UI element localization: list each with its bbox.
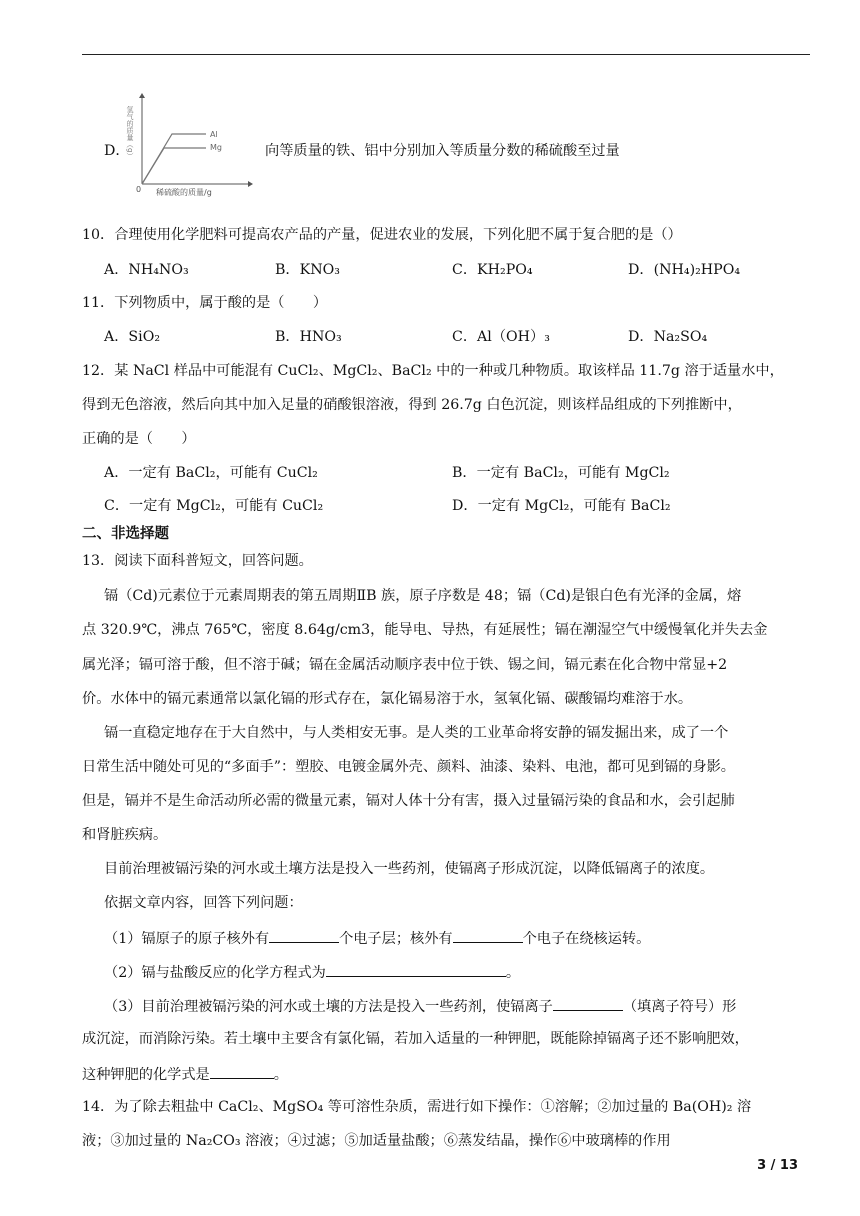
graph-legend-mg: Mg (210, 143, 222, 152)
q13-p1-line-2: 点 320.9℃，沸点 765℃，密度 8.64g/cm3，能导电、导热，有延展性；镉在潮湿空气中缓慢氧化并失去金 (82, 622, 768, 638)
q13-p1-line-3: 属光泽；镉可溶于酸，但不溶于碱；镉在金属活动顺序表中位于铁、锡之间，镉元素在化合物中常显+2 (82, 657, 728, 673)
q12-option-b: B．一定有 BaCl₂，可能有 MgCl₂ (452, 465, 670, 481)
q9-graph (126, 92, 256, 197)
graph-x-label: 稀硫酸的质量/g (156, 188, 212, 197)
q13-sub1-blank-2[interactable] (453, 927, 523, 943)
graph-y-label: 氢气的质量（g） (126, 106, 134, 160)
q12-stem-line-2: 得到无色溶液，然后向其中加入足量的硝酸银溶液，得到 26.7g 白色沉淀，则该样品组成的下列推断中， (82, 397, 742, 413)
q13-sub3-text-a: （3）目前治理被镉污染的河水或土壤的方法是投入一些药剂，使镉离子 (104, 999, 553, 1015)
header-rule (82, 54, 810, 55)
q13-p3: 目前治理被镉污染的河水或土壤方法是投入一些药剂，使镉离子形成沉淀，以降低镉离子的浓度。 (104, 861, 715, 877)
q13-sub3-text-b: （填离子符号）形 (622, 999, 737, 1015)
q14-line-2: 液；③加过量的 Na₂CO₃ 溶液；④过滤；⑤加适量盐酸；⑥蒸发结晶，操作⑥中玻璃棒的作用 (82, 1133, 671, 1149)
q11-option-a: A．SiO₂ (104, 329, 161, 345)
page-number: 3 / 13 (757, 1158, 798, 1173)
q13-p1-line-1: 镉（Cd)元素位于元素周期表的第五周期ⅡB 族，原子序数是 48；镉（Cd)是银白色有光泽的金属，熔 (104, 588, 742, 604)
q13-sub2-blank[interactable] (326, 961, 506, 977)
q9-option-d-text: 向等质量的铁、铝中分别加入等质量分数的稀硫酸至过量 (265, 143, 620, 159)
q13-p2-line-2: 日常生活中随处可见的“多面手”：塑胶、电镀金属外壳、颜料、油漆、染料、电池，都可见到镉的身影。 (82, 759, 735, 775)
q13-sub2 (104, 961, 520, 983)
q12-option-d: D．一定有 MgCl₂，可能有 BaCl₂ (452, 498, 671, 514)
q10-option-b: B．KNO₃ (275, 262, 340, 278)
q11-option-b: B．HNO₃ (275, 329, 342, 345)
q12-stem-line-1: 12．某 NaCl 样品中可能混有 CuCl₂、MgCl₂、BaCl₂ 中的一种或几种物质。取该样品 11.7g 溶于适量水中， (82, 363, 784, 379)
q10-option-a: A．NH₄NO₃ (104, 262, 189, 278)
q10-stem: 10．合理使用化学肥料可提高农产品的产量，促进农业的发展，下列化肥不属于复合肥的是（） (82, 227, 682, 243)
q13-sub1 (104, 927, 650, 949)
q12-stem-line-3: 正确的是（ ） (82, 431, 196, 447)
q13-stem: 13．阅读下面科普短文，回答问题。 (82, 553, 313, 569)
q11-option-d: D．Na₂SO₄ (628, 329, 708, 345)
q13-p1-line-4: 价。水体中的镉元素通常以氯化镉的形式存在，氯化镉易溶于水，氢氧化镉、碳酸镉均难溶于水。 (82, 691, 693, 707)
q13-sub3-line3-text-b: 。 (273, 1067, 288, 1083)
q11-stem: 11．下列物质中，属于酸的是（ ） (82, 295, 328, 311)
q13-sub3-line-1 (104, 995, 736, 1017)
q13-p2-line-4: 和肾脏疾病。 (82, 827, 168, 843)
q13-sub3-blank-1[interactable] (553, 995, 623, 1011)
q13-sub1-text-c: 个电子在绕核运转。 (522, 931, 651, 947)
q11-option-c: C．Al（OH）₃ (452, 329, 550, 345)
q13-sub1-text-b: 个电子层；核外有 (339, 931, 453, 947)
q13-sub3-line-2: 成沉淀，而消除污染。若土壤中主要含有氯化镉，若加入适量的一种钾肥，既能除掉镉离子还不影响肥效， (82, 1031, 749, 1047)
q10-option-d: D．(NH₄)₂HPO₄ (628, 262, 741, 278)
q13-sub1-text-a: （1）镉原子的原子核外有 (104, 931, 270, 947)
q13-sub1-blank-1[interactable] (269, 927, 339, 943)
q13-p2-line-1: 镉一直稳定地存在于大自然中，与人类相安无事。是人类的工业革命将安静的镉发掘出来，成了一个 (104, 725, 729, 741)
q13-sub3-line-3 (82, 1063, 288, 1085)
graph-line-mg (142, 148, 206, 184)
q13-sub3-line3-text-a: 这种钾肥的化学式是 (82, 1067, 210, 1083)
q10-option-c: C．KH₂PO₄ (452, 262, 533, 278)
q13-sub2-text-a: （2）镉与盐酸反应的化学方程式为 (104, 965, 326, 981)
section-heading: 二、非选择题 (82, 526, 169, 542)
graph-legend-al: Al (210, 130, 218, 139)
q13-p4: 依据文章内容，回答下列问题： (104, 895, 303, 911)
q13-sub2-text-b: 。 (505, 965, 521, 981)
q14-line-1: 14．为了除去粗盐中 CaCl₂、MgSO₄ 等可溶性杂质，需进行如下操作：①溶解；②加过量的 Ba(OH)₂ 溶 (82, 1099, 752, 1115)
q13-p2-line-3: 但是，镉并不是生命活动所必需的微量元素，镉对人体十分有害，摄入过量镉污染的食品和水，会引起肺 (82, 793, 735, 809)
graph-origin: 0 (136, 185, 142, 194)
graph-line-al (142, 134, 206, 184)
q13-sub3-blank-2[interactable] (210, 1063, 274, 1079)
q12-option-c: C．一定有 MgCl₂，可能有 CuCl₂ (104, 498, 324, 514)
q9-option-d-label: D． (104, 143, 130, 159)
q12-option-a: A．一定有 BaCl₂，可能有 CuCl₂ (104, 465, 318, 481)
